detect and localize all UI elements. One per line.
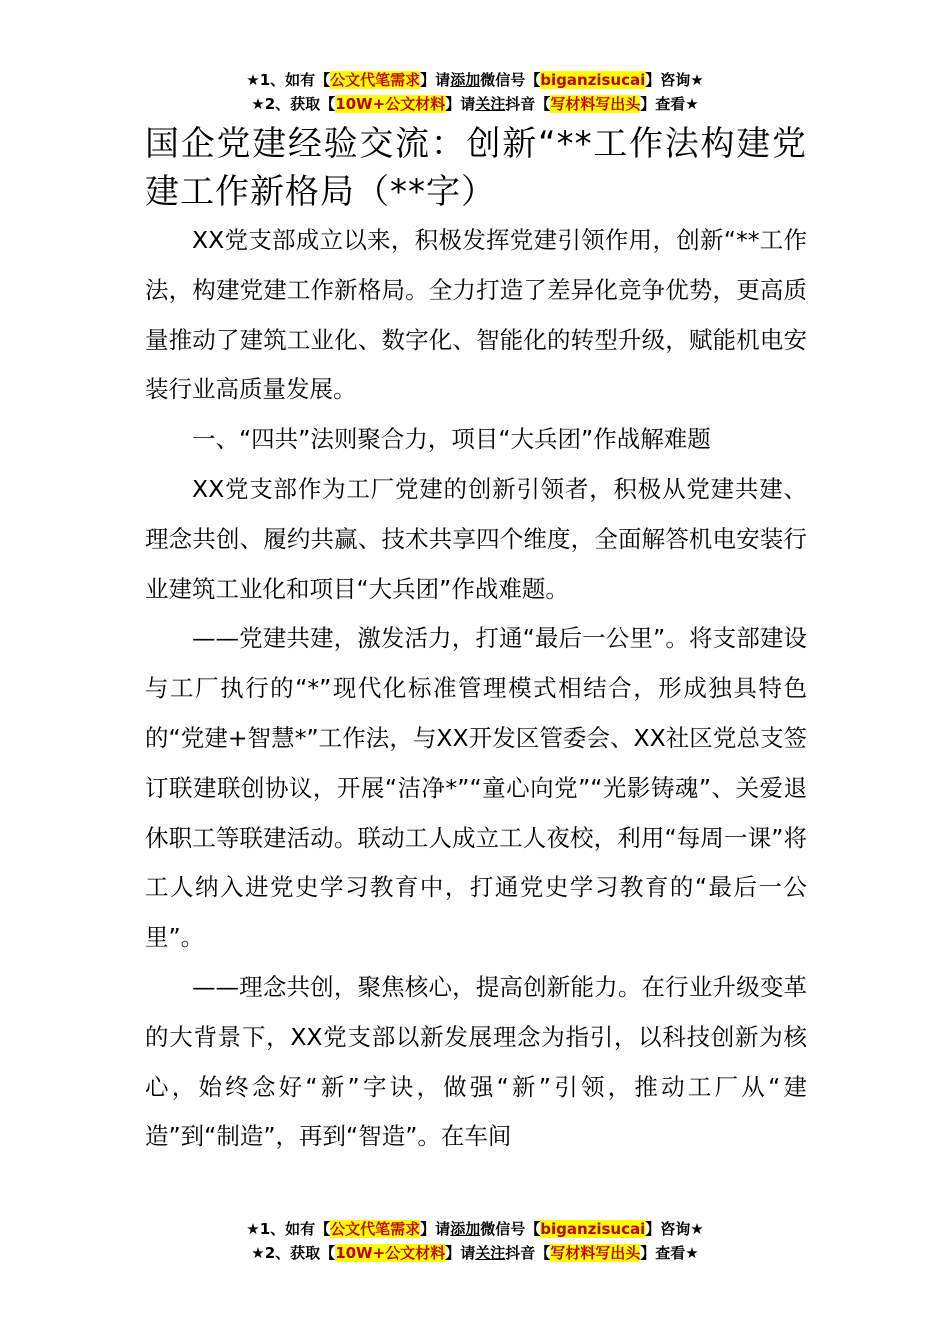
promo-line-1 <box>0 68 950 92</box>
promo-text: ★2、获取【 <box>251 1244 336 1262</box>
promo-wechat-id: biganzisucai <box>540 71 646 89</box>
promo-text: 抖音【 <box>505 95 551 113</box>
promo-line-1 <box>0 1217 950 1241</box>
section-heading-1: 一、“四共”法则聚合力，项目“大兵团”作战解难题 <box>192 425 711 454</box>
promo-text: ★1、如有【 <box>246 1220 331 1238</box>
promo-text: 】查看★ <box>640 1244 699 1262</box>
promo-highlight: 公文代笔需求 <box>330 1220 421 1238</box>
promo-text: 】咨询★ <box>645 1220 704 1238</box>
promo-douyin-id: 写材料写出头 <box>550 95 641 113</box>
promo-text: ★2、获取【 <box>251 95 336 113</box>
paragraph-concept: ——理念共创，聚焦核心，提高创新能力。在行业升级变革的大背景下，XX党支部以新发展理念为指引，以科技创新为核心，始终念好“新”字诀，做强“新”引领，推动工厂从“建造”到“制造”，再到“智造”。在车间 <box>145 972 807 1151</box>
promo-text: 】请 <box>420 1220 451 1238</box>
promo-highlight: 10W+公文材料 <box>335 95 446 113</box>
promo-text: 】查看★ <box>640 95 699 113</box>
promo-wechat-id: biganzisucai <box>540 1220 646 1238</box>
promo-underlined: 关注 <box>475 1244 506 1262</box>
paragraph-intro: XX党支部成立以来，积极发挥党建引领作用，创新“**工作法，构建党建工作新格局。全力打造了差异化竞争优势，更高质量推动了建筑工业化、数字化、智能化的转型升级，赋能机电安装行业高质量发展。 <box>145 226 807 404</box>
promo-text: 微信号【 <box>480 1220 541 1238</box>
document-body <box>145 120 807 1162</box>
promo-douyin-id: 写材料写出头 <box>550 1244 641 1262</box>
promo-banner-bottom <box>0 1217 950 1265</box>
promo-text: 微信号【 <box>480 71 541 89</box>
promo-highlight: 10W+公文材料 <box>335 1244 446 1262</box>
promo-text: ★1、如有【 <box>246 71 331 89</box>
promo-text: 】请 <box>445 1244 476 1262</box>
promo-highlight: 公文代笔需求 <box>330 71 421 89</box>
promo-text: 】请 <box>420 71 451 89</box>
paragraph-party-building: ——党建共建，激发活力，打通“最后一公里”。将支部建设与工厂执行的“*”现代化标准管理模式相结合，形成独具特色的“党建+智慧*”工作法，与XX开发区管委会、XX社区党总支签订联建联创协议，开展“洁净*”“童心向党”“光影铸魂”、关爱退休职工等联建活动。联动工人成立工人夜校，利用“每周一课”将工人纳入进党史学习教育中，打通党史学习教育的“最后一公里”。 <box>145 624 807 952</box>
paragraph-section-1: XX党支部作为工厂党建的创新引领者，积极从党建共建、理念共创、履约共赢、技术共享四个维度，全面解答机电安装行业建筑工业化和项目“大兵团”作战难题。 <box>145 474 807 603</box>
document-title: 国企党建经验交流：创新“**工作法构建党建工作新格局（**字） <box>145 124 807 212</box>
promo-underlined: 添加 <box>450 71 481 89</box>
promo-text: 】咨询★ <box>645 71 704 89</box>
promo-underlined: 关注 <box>475 95 506 113</box>
promo-text: 】请 <box>445 95 476 113</box>
promo-line-2 <box>0 92 950 116</box>
promo-banner-top <box>0 68 950 116</box>
promo-underlined: 添加 <box>450 1220 481 1238</box>
promo-line-2 <box>0 1241 950 1265</box>
promo-text: 抖音【 <box>505 1244 551 1262</box>
